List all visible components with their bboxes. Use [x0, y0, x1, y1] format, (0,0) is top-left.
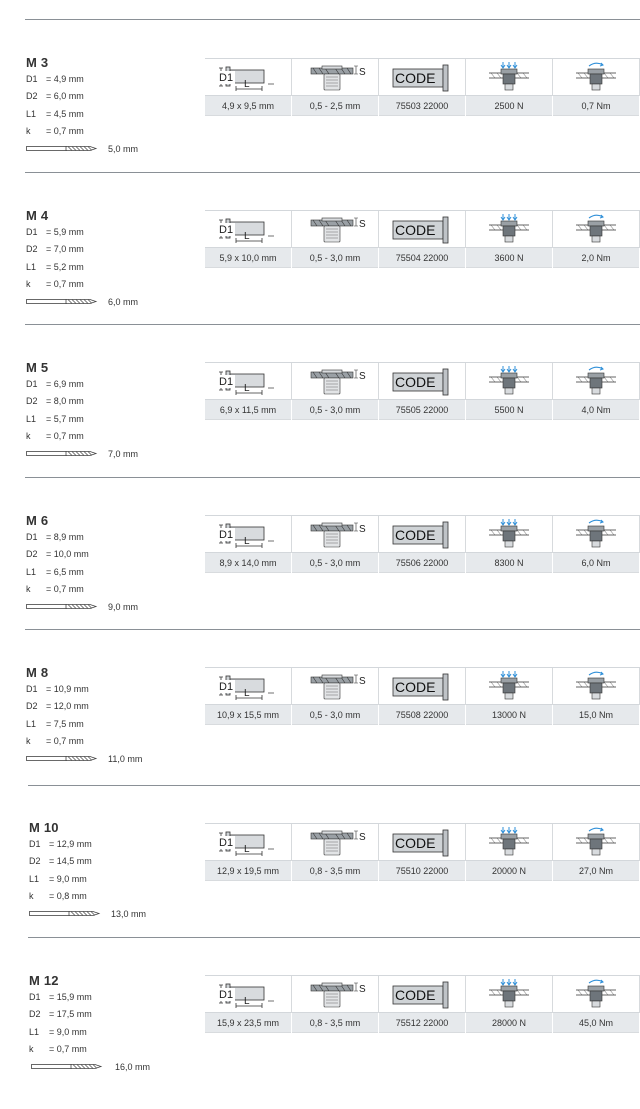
spec-key-l1: L1	[29, 1026, 40, 1037]
torque-value: 15,0 Nm	[553, 705, 640, 725]
icon-row	[205, 210, 640, 248]
spec-key-d2: D2	[26, 396, 38, 407]
rivet-dimension-icon	[216, 215, 280, 245]
grip-range-icon	[303, 519, 367, 551]
torque-icon-cell	[553, 668, 640, 705]
code-icon	[389, 216, 455, 244]
force-icon-cell	[466, 976, 553, 1013]
spec-value-d1: = 8,9 mm	[46, 532, 84, 542]
spec-value-d2: = 12,0 mm	[46, 701, 89, 712]
dimension-icon-cell	[205, 211, 292, 248]
size-title: M 8	[26, 665, 49, 680]
force-icon-cell	[466, 59, 553, 96]
torque-value: 4,0 Nm	[553, 400, 640, 420]
setting-force: 13000 N	[466, 705, 553, 725]
force-icon-cell	[466, 824, 553, 861]
spec-key-k: k	[26, 584, 31, 595]
spec-row-k	[26, 581, 206, 598]
spec-value-d1: = 10,9 mm	[46, 684, 89, 694]
rivet-dimension-icon	[216, 828, 280, 858]
code-label: CODE	[395, 834, 436, 851]
code-icon-cell	[379, 516, 466, 553]
spec-value-l1: = 6,5 mm	[46, 566, 84, 577]
rivet-dimensions: 12,9 x 19,5 mm	[205, 861, 292, 881]
grip-range-icon-cell	[292, 211, 379, 248]
torque-icon	[572, 670, 620, 704]
value-row	[205, 553, 640, 573]
force-icon-cell	[466, 211, 553, 248]
spec-row-d2	[26, 241, 206, 258]
spec-row-k	[29, 1041, 209, 1058]
spec-value-l1: = 9,0 mm	[49, 1026, 87, 1037]
spec-key-d2: D2	[26, 244, 38, 255]
code-label: CODE	[395, 373, 436, 390]
code-icon-cell	[379, 59, 466, 96]
value-row	[205, 705, 640, 725]
spec-value-k: = 0,8 mm	[49, 891, 87, 902]
rivet-dimension-icon	[216, 367, 280, 397]
svg-text:D1: D1	[219, 680, 234, 693]
spec-value-l1: = 5,2 mm	[46, 261, 84, 272]
size-section	[0, 360, 640, 500]
drill-diameter: 7,0 mm	[108, 448, 139, 459]
grip-range-icon	[303, 366, 367, 398]
spec-row-d1	[26, 681, 206, 698]
size-title: M 5	[26, 360, 49, 375]
grip-range-icon	[303, 979, 367, 1011]
spec-block	[29, 820, 209, 922]
svg-text:S: S	[359, 983, 366, 995]
grip-range-icon-cell	[292, 363, 379, 400]
spec-row-l1	[26, 411, 206, 428]
spec-row-k	[29, 888, 209, 905]
spec-value-d2: = 17,5 mm	[49, 1009, 92, 1020]
spec-row-d1	[26, 376, 206, 393]
svg-text:S: S	[359, 675, 366, 687]
code-icon	[389, 829, 455, 857]
drill-diameter: 9,0 mm	[108, 601, 139, 612]
drill-bit-icon	[26, 755, 98, 762]
size-title: M 12	[29, 973, 59, 988]
icon-row	[205, 58, 640, 96]
icon-row	[205, 667, 640, 705]
svg-text:L: L	[244, 382, 250, 394]
icon-row	[205, 515, 640, 553]
spec-row-l1	[26, 106, 206, 123]
grip-range: 0,5 - 3,0 mm	[292, 705, 379, 725]
spec-block	[29, 973, 209, 1075]
setting-force-icon	[485, 213, 533, 247]
drill-row	[29, 906, 209, 922]
spec-row-d2	[26, 546, 206, 563]
spec-block	[26, 55, 206, 157]
grip-range-icon-cell	[292, 59, 379, 96]
size-title: M 4	[26, 208, 49, 223]
drill-bit-icon	[29, 910, 101, 917]
spec-key-l1: L1	[26, 413, 37, 424]
dimension-icon-cell	[205, 516, 292, 553]
spec-key-l1: L1	[26, 108, 37, 119]
value-row	[205, 96, 640, 116]
spec-value-l1: = 9,0 mm	[49, 873, 87, 884]
torque-icon	[572, 518, 620, 552]
code-icon	[389, 521, 455, 549]
drill-diameter: 13,0 mm	[111, 908, 147, 919]
article-code: 75504 22000	[379, 248, 466, 268]
code-icon-cell	[379, 668, 466, 705]
grip-range: 0,5 - 3,0 mm	[292, 248, 379, 268]
spec-key-k: k	[26, 736, 31, 747]
spec-key-d2: D2	[29, 856, 41, 867]
rivet-dimension-icon	[216, 980, 280, 1010]
grip-range-icon-cell	[292, 824, 379, 861]
spec-row-d1	[26, 224, 206, 241]
rivet-dimensions: 8,9 x 14,0 mm	[205, 553, 292, 573]
size-title: M 3	[26, 55, 49, 70]
setting-force: 28000 N	[466, 1013, 553, 1033]
value-row	[205, 1013, 640, 1033]
spec-value-k: = 0,7 mm	[46, 584, 84, 595]
torque-icon	[572, 61, 620, 95]
spec-value-d1: = 15,9 mm	[49, 992, 92, 1002]
drill-bit-icon	[26, 603, 98, 610]
spec-key-d2: D2	[26, 91, 38, 102]
spec-block	[26, 360, 206, 462]
spec-block	[26, 513, 206, 615]
code-icon	[389, 64, 455, 92]
setting-force: 3600 N	[466, 248, 553, 268]
spec-key-l1: L1	[26, 718, 37, 729]
setting-force-icon	[485, 518, 533, 552]
spec-table	[205, 667, 640, 725]
grip-range: 0,5 - 2,5 mm	[292, 96, 379, 116]
drill-row	[26, 141, 206, 157]
spec-value-l1: = 5,7 mm	[46, 413, 84, 424]
drill-bit-icon	[26, 298, 98, 305]
torque-value: 0,7 Nm	[553, 96, 640, 116]
size-section	[0, 665, 640, 805]
drill-row	[26, 294, 206, 310]
spec-value-k: = 0,7 mm	[46, 431, 84, 442]
article-code: 75512 22000	[379, 1013, 466, 1033]
size-title: M 6	[26, 513, 49, 528]
drill-row	[26, 446, 206, 462]
article-code: 75505 22000	[379, 400, 466, 420]
spec-value-k: = 0,7 mm	[46, 279, 84, 290]
spec-row-d2	[26, 88, 206, 105]
spec-table	[205, 210, 640, 268]
svg-text:D1: D1	[219, 528, 234, 541]
spec-key-d1: D1	[29, 992, 41, 1002]
grip-range-icon	[303, 671, 367, 703]
spec-row-d2	[26, 698, 206, 715]
dimension-icon-cell	[205, 976, 292, 1013]
torque-icon	[572, 826, 620, 860]
size-title: M 10	[29, 820, 59, 835]
code-icon	[389, 981, 455, 1009]
drill-bit-icon	[26, 145, 98, 152]
grip-range: 0,8 - 3,5 mm	[292, 861, 379, 881]
code-icon-cell	[379, 363, 466, 400]
spec-value-d2: = 8,0 mm	[46, 396, 84, 407]
svg-text:L: L	[244, 995, 250, 1007]
spec-key-k: k	[29, 891, 34, 902]
value-row	[205, 861, 640, 881]
icon-row	[205, 823, 640, 861]
spec-row-l1	[26, 716, 206, 733]
spec-row-d1	[29, 836, 209, 853]
spec-value-d1: = 6,9 mm	[46, 379, 84, 389]
torque-icon	[572, 365, 620, 399]
grip-range-icon-cell	[292, 976, 379, 1013]
setting-force-icon	[485, 365, 533, 399]
force-icon-cell	[466, 363, 553, 400]
code-label: CODE	[395, 678, 436, 695]
spec-value-k: = 0,7 mm	[46, 126, 84, 137]
grip-range-icon	[303, 62, 367, 94]
spec-key-l1: L1	[29, 873, 40, 884]
spec-key-d1: D1	[26, 74, 38, 84]
spec-table	[205, 362, 640, 420]
torque-icon-cell	[553, 211, 640, 248]
spec-row-k	[26, 276, 206, 293]
spec-row-d2	[29, 1006, 209, 1023]
rivet-dimension-icon	[216, 520, 280, 550]
spec-key-d1: D1	[26, 684, 38, 694]
force-icon-cell	[466, 516, 553, 553]
torque-icon	[572, 978, 620, 1012]
svg-text:D1: D1	[219, 71, 234, 84]
code-icon-cell	[379, 211, 466, 248]
spec-value-d1: = 12,9 mm	[49, 839, 92, 849]
spec-key-d1: D1	[26, 379, 38, 389]
article-code: 75506 22000	[379, 553, 466, 573]
torque-icon-cell	[553, 59, 640, 96]
spec-table	[205, 58, 640, 116]
svg-text:S: S	[359, 831, 366, 843]
rivet-dimensions: 6,9 x 11,5 mm	[205, 400, 292, 420]
drill-bit-icon	[29, 1063, 105, 1070]
spec-block	[26, 208, 206, 310]
spec-key-d2: D2	[29, 1009, 41, 1020]
drill-bit-icon	[26, 450, 98, 457]
torque-icon-cell	[553, 976, 640, 1013]
torque-value: 6,0 Nm	[553, 553, 640, 573]
drill-diameter: 5,0 mm	[108, 143, 139, 154]
drill-diameter: 6,0 mm	[108, 296, 139, 307]
grip-range: 0,5 - 3,0 mm	[292, 553, 379, 573]
spec-row-d2	[26, 393, 206, 410]
torque-value: 45,0 Nm	[553, 1013, 640, 1033]
spec-table	[205, 975, 640, 1033]
code-icon-cell	[379, 824, 466, 861]
svg-text:L: L	[244, 535, 250, 547]
spec-value-l1: = 4,5 mm	[46, 108, 84, 119]
grip-range-icon-cell	[292, 668, 379, 705]
icon-row	[205, 975, 640, 1013]
spec-row-l1	[26, 259, 206, 276]
size-section	[0, 208, 640, 348]
spec-key-d1: D1	[26, 227, 38, 237]
svg-text:S: S	[359, 218, 366, 230]
spec-key-d1: D1	[29, 839, 41, 849]
spec-key-l1: L1	[26, 566, 37, 577]
spec-row-d1	[26, 71, 206, 88]
grip-range-icon-cell	[292, 516, 379, 553]
rivet-dimensions: 5,9 x 10,0 mm	[205, 248, 292, 268]
spec-value-d2: = 14,5 mm	[49, 856, 92, 867]
size-section	[0, 513, 640, 653]
article-code: 75503 22000	[379, 96, 466, 116]
spec-value-d2: = 7,0 mm	[46, 244, 84, 255]
spec-key-d1: D1	[26, 532, 38, 542]
spec-key-k: k	[26, 126, 31, 137]
svg-text:D1: D1	[219, 988, 234, 1001]
spec-row-k	[26, 123, 206, 140]
svg-text:D1: D1	[219, 836, 234, 849]
svg-text:L: L	[244, 78, 250, 90]
dimension-icon-cell	[205, 668, 292, 705]
setting-force-icon	[485, 61, 533, 95]
spec-table	[205, 515, 640, 573]
size-section	[0, 55, 640, 195]
spec-value-d2: = 10,0 mm	[46, 549, 89, 560]
setting-force-icon	[485, 978, 533, 1012]
spec-key-k: k	[26, 431, 31, 442]
grip-range: 0,8 - 3,5 mm	[292, 1013, 379, 1033]
spec-value-d1: = 4,9 mm	[46, 74, 84, 84]
setting-force-icon	[485, 670, 533, 704]
drill-diameter: 11,0 mm	[108, 753, 143, 764]
spec-key-k: k	[29, 1044, 34, 1055]
code-icon-cell	[379, 976, 466, 1013]
code-icon	[389, 673, 455, 701]
torque-icon-cell	[553, 363, 640, 400]
drill-row	[26, 599, 206, 615]
svg-text:L: L	[244, 843, 250, 855]
spec-row-l1	[29, 1024, 209, 1041]
code-label: CODE	[395, 69, 436, 86]
svg-text:D1: D1	[219, 375, 234, 388]
drill-row	[26, 751, 206, 767]
spec-key-l1: L1	[26, 261, 37, 272]
value-row	[205, 248, 640, 268]
spec-row-l1	[26, 564, 206, 581]
article-code: 75510 22000	[379, 861, 466, 881]
dimension-icon-cell	[205, 363, 292, 400]
size-section	[0, 973, 640, 1109]
spec-value-l1: = 7,5 mm	[46, 718, 84, 729]
dimension-icon-cell	[205, 59, 292, 96]
spec-row-d1	[26, 529, 206, 546]
spec-key-k: k	[26, 279, 31, 290]
force-icon-cell	[466, 668, 553, 705]
torque-value: 27,0 Nm	[553, 861, 640, 881]
value-row	[205, 400, 640, 420]
setting-force: 2500 N	[466, 96, 553, 116]
rivet-dimensions: 10,9 x 15,5 mm	[205, 705, 292, 725]
setting-force: 5500 N	[466, 400, 553, 420]
setting-force: 8300 N	[466, 553, 553, 573]
svg-text:S: S	[359, 523, 366, 535]
svg-text:S: S	[359, 66, 366, 78]
dimension-icon-cell	[205, 824, 292, 861]
torque-icon-cell	[553, 824, 640, 861]
spec-row-k	[26, 733, 206, 750]
size-section	[0, 820, 640, 960]
spec-key-d2: D2	[26, 549, 38, 560]
rivet-dimensions: 4,9 x 9,5 mm	[205, 96, 292, 116]
torque-value: 2,0 Nm	[553, 248, 640, 268]
spec-value-k: = 0,7 mm	[49, 1044, 87, 1055]
grip-range-icon	[303, 214, 367, 246]
section-divider	[25, 19, 640, 20]
setting-force-icon	[485, 826, 533, 860]
rivet-dimensions: 15,9 x 23,5 mm	[205, 1013, 292, 1033]
spec-key-d2: D2	[26, 701, 38, 712]
code-label: CODE	[395, 221, 436, 238]
torque-icon	[572, 213, 620, 247]
svg-text:D1: D1	[219, 223, 234, 236]
code-label: CODE	[395, 526, 436, 543]
svg-text:L: L	[244, 687, 250, 699]
rivet-dimension-icon	[216, 672, 280, 702]
drill-row	[29, 1059, 209, 1075]
spec-value-k: = 0,7 mm	[46, 736, 84, 747]
spec-block	[26, 665, 206, 767]
icon-row	[205, 362, 640, 400]
spec-row-l1	[29, 871, 209, 888]
rivet-dimension-icon	[216, 63, 280, 93]
spec-value-d1: = 5,9 mm	[46, 227, 84, 237]
code-label: CODE	[395, 986, 436, 1003]
grip-range-icon	[303, 827, 367, 859]
spec-table	[205, 823, 640, 881]
torque-icon-cell	[553, 516, 640, 553]
article-code: 75508 22000	[379, 705, 466, 725]
spec-row-k	[26, 428, 206, 445]
spec-row-d1	[29, 989, 209, 1006]
svg-text:S: S	[359, 370, 366, 382]
grip-range: 0,5 - 3,0 mm	[292, 400, 379, 420]
setting-force: 20000 N	[466, 861, 553, 881]
spec-row-d2	[29, 853, 209, 870]
spec-value-d2: = 6,0 mm	[46, 91, 84, 102]
svg-text:L: L	[244, 230, 250, 242]
code-icon	[389, 368, 455, 396]
drill-diameter: 16,0 mm	[115, 1061, 151, 1072]
